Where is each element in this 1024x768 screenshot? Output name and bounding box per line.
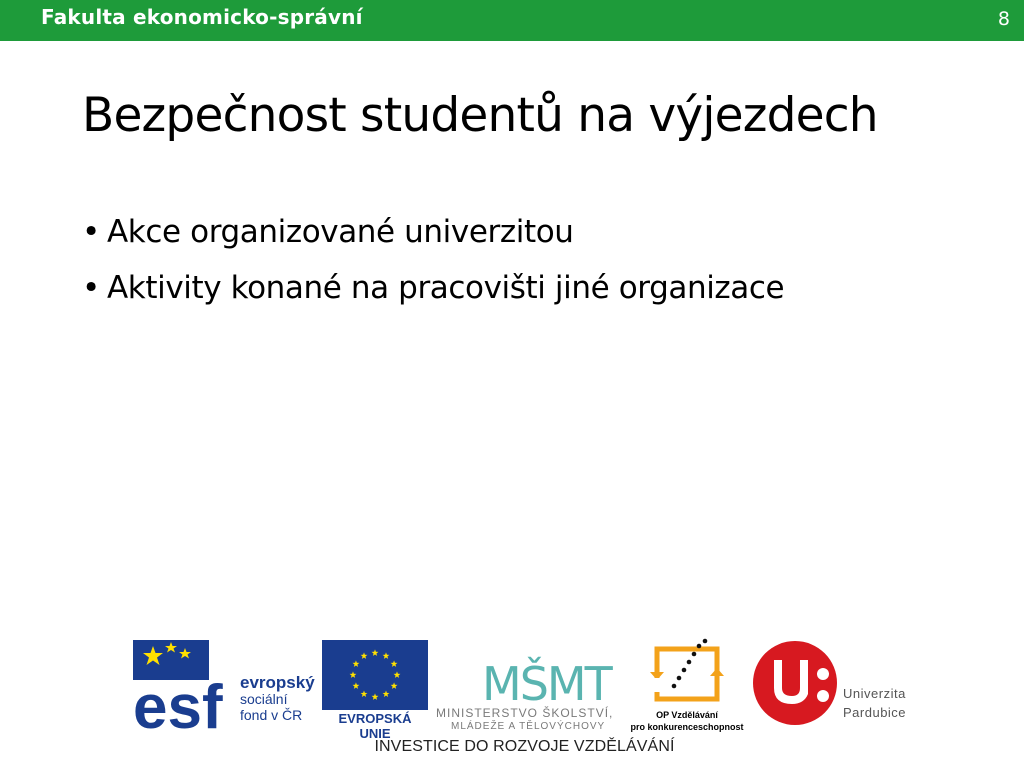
op-line2: pro konkurenceschopnost xyxy=(630,722,744,732)
msmt-line1: MINISTERSTVO ŠKOLSTVÍ, xyxy=(436,706,614,720)
upce-line1: Univerzita xyxy=(843,686,906,701)
upce-line2: Pardubice xyxy=(843,705,907,720)
upce-text xyxy=(843,684,906,722)
esf-text xyxy=(240,675,315,723)
esf-logo xyxy=(133,640,318,730)
svg-text:esf: esf xyxy=(133,673,223,730)
msmt-emblem-icon xyxy=(436,638,626,704)
slide-title: Bezpečnost studentů na výjezdech xyxy=(82,88,878,143)
esf-line2: sociální xyxy=(240,691,288,707)
eu-label: EVROPSKÁ UNIE xyxy=(338,711,412,741)
slide-number: 8 xyxy=(997,8,1010,30)
op-emblem-icon xyxy=(626,638,748,708)
footer-logos xyxy=(0,630,1024,768)
investice-tagline: INVESTICE DO ROZVOJE VZDĚLÁVÁNÍ xyxy=(374,738,675,755)
eu-flag-icon xyxy=(322,640,428,710)
upce-logo xyxy=(752,636,922,731)
esf-emblem-icon xyxy=(133,640,237,730)
bullet-dot: • xyxy=(82,270,100,306)
esf-line1: evropský xyxy=(240,673,315,692)
esf-line3: fond v ČR xyxy=(240,707,303,723)
bullet-text: Aktivity konané na pracovišti jiné organizace xyxy=(107,270,785,306)
bullet-item xyxy=(82,268,784,324)
op-logo xyxy=(626,638,748,733)
faculty-name: Fakulta ekonomicko-správní xyxy=(41,5,363,29)
msmt-logo xyxy=(436,638,626,733)
bullet-text: Akce organizované univerzitou xyxy=(107,214,574,250)
svg-text:MŠMT: MŠMT xyxy=(482,657,611,704)
bullet-dot: • xyxy=(82,214,100,250)
msmt-line2: MLÁDEŽE A TĚLOVÝCHOVY xyxy=(451,721,606,732)
bullet-item xyxy=(82,212,784,268)
bullet-list xyxy=(82,212,784,324)
svg-text:U:: U: xyxy=(752,636,753,637)
eu-flag-logo xyxy=(322,640,428,741)
header-bar xyxy=(0,0,1024,41)
upce-emblem-icon xyxy=(752,636,842,731)
op-line1: OP Vzdělávání xyxy=(656,710,718,720)
